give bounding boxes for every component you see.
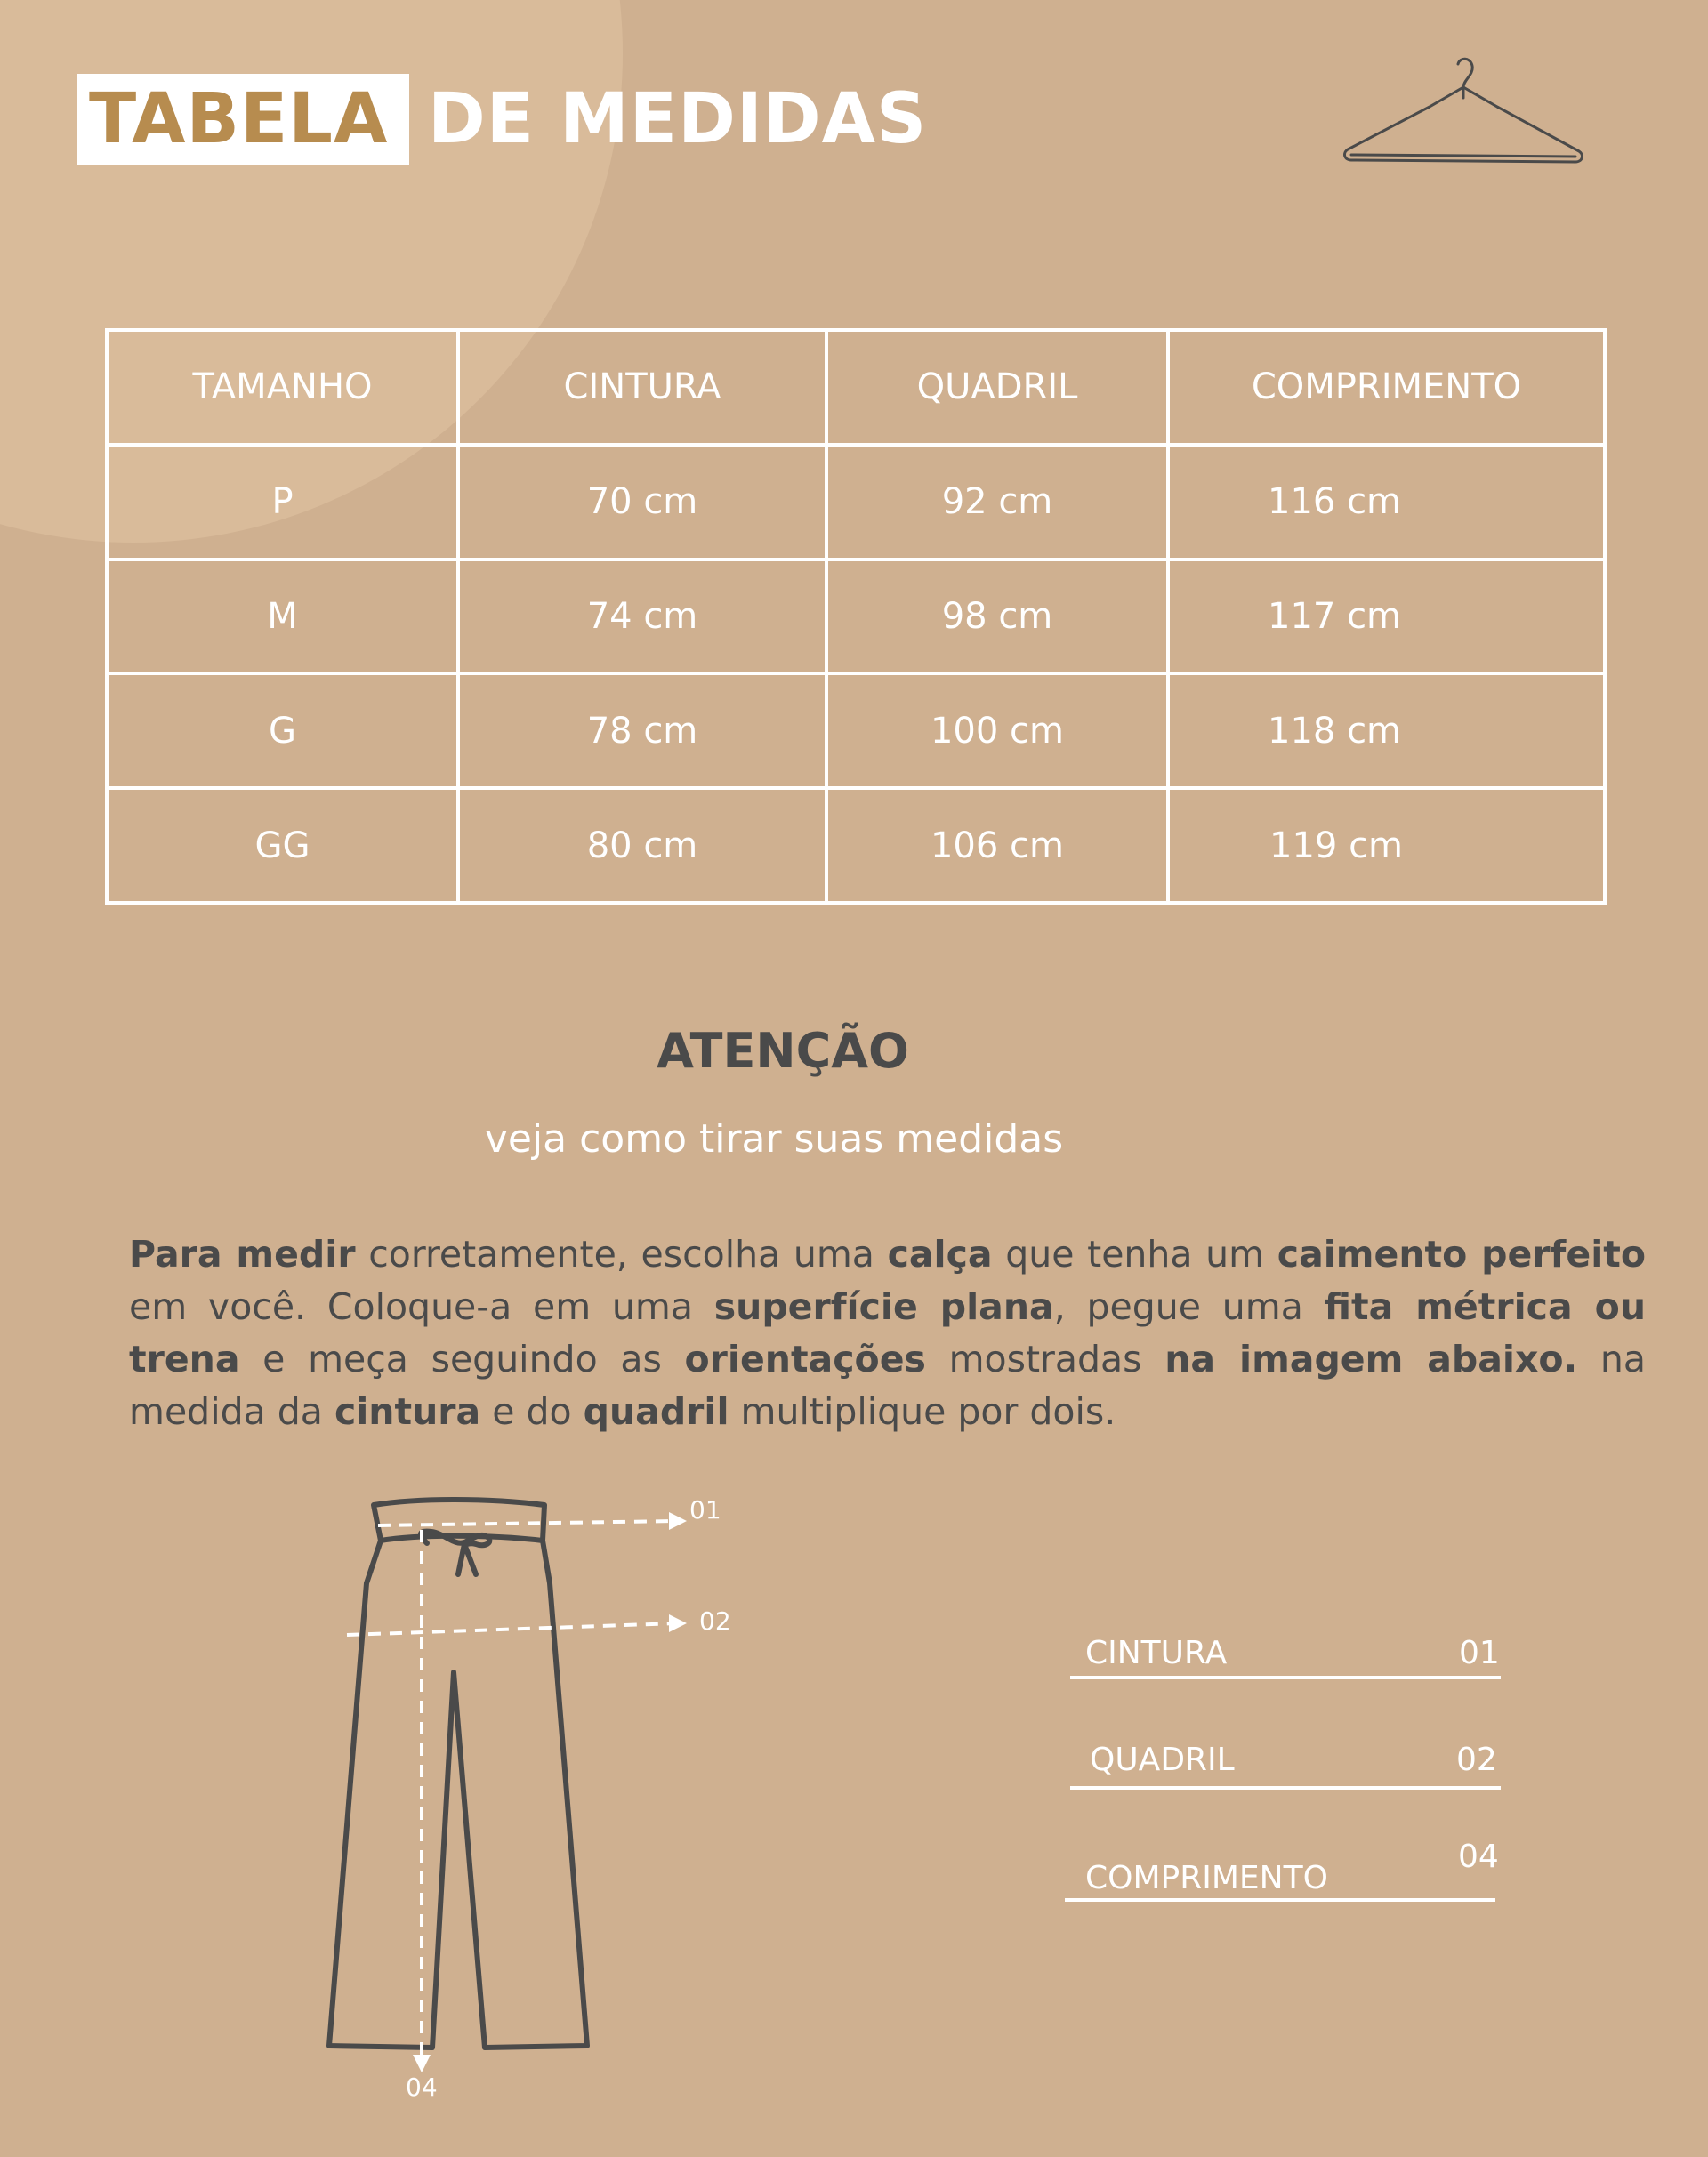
legend-quadril-label: QUADRIL (1090, 1742, 1235, 1778)
title-rest: DE MEDIDAS (428, 79, 928, 159)
legend-cintura-num: 01 (1459, 1635, 1500, 1671)
header-quadril: QUADRIL (826, 330, 1168, 445)
cell-size: P (107, 445, 458, 559)
cell-hip: 106 cm (826, 788, 1168, 903)
cell-waist: 78 cm (458, 673, 826, 788)
table-row (107, 673, 1605, 788)
legend-comprimento-label: COMPRIMENTO (1085, 1860, 1328, 1896)
attention-subtitle: veja como tirar suas medidas (484, 1116, 1064, 1162)
cell-length: 117 cm (1168, 559, 1605, 674)
cell-hip: 92 cm (826, 445, 1168, 559)
table-header-row (107, 330, 1605, 445)
header-cintura: CINTURA (458, 330, 826, 445)
header-comprimento: COMPRIMENTO (1168, 330, 1605, 445)
legend-comprimento-num: 04 (1458, 1839, 1499, 1875)
cell-size: M (107, 559, 458, 674)
legend-cintura-label: CINTURA (1085, 1635, 1228, 1671)
table-row (107, 445, 1605, 559)
cell-length: 118 cm (1168, 673, 1605, 788)
title-highlight: TABELA (89, 79, 389, 159)
legend-quadril-num: 02 (1456, 1742, 1497, 1778)
legend-cintura-line (1070, 1676, 1501, 1679)
attention-title: ATENÇÃO (657, 1023, 909, 1079)
diagram-marker-01: 01 (689, 1495, 721, 1525)
cell-waist: 74 cm (458, 559, 826, 674)
size-table (105, 328, 1607, 905)
hanger-icon (1330, 36, 1597, 178)
cell-size: GG (107, 788, 458, 903)
legend-comprimento-line (1065, 1898, 1495, 1902)
cell-waist: 80 cm (458, 788, 826, 903)
cell-size: G (107, 673, 458, 788)
instructions-paragraph: Para medir corretamente, escolha uma calça que tenha um caimento perfeito em você. Coloque-a em uma superfície plana, pegue uma fita métrica ou trena e meça seguindo as orientações mostradas na imagem abaixo. na medida da cintura e do quadril multiplique por dois. (129, 1233, 1647, 1433)
diagram-marker-02: 02 (699, 1606, 731, 1636)
cell-hip: 100 cm (826, 673, 1168, 788)
cell-length: 116 cm (1168, 445, 1605, 559)
pants-icon (329, 1500, 587, 2048)
table-row (107, 559, 1605, 674)
cell-length: 119 cm (1168, 788, 1605, 903)
cell-hip: 98 cm (826, 559, 1168, 674)
pants-diagram (311, 1485, 774, 2108)
legend-quadril-line (1070, 1786, 1501, 1790)
diagram-marker-04: 04 (406, 2072, 438, 2102)
header-tamanho: TAMANHO (107, 330, 458, 445)
table-row (107, 788, 1605, 903)
cell-waist: 70 cm (458, 445, 826, 559)
